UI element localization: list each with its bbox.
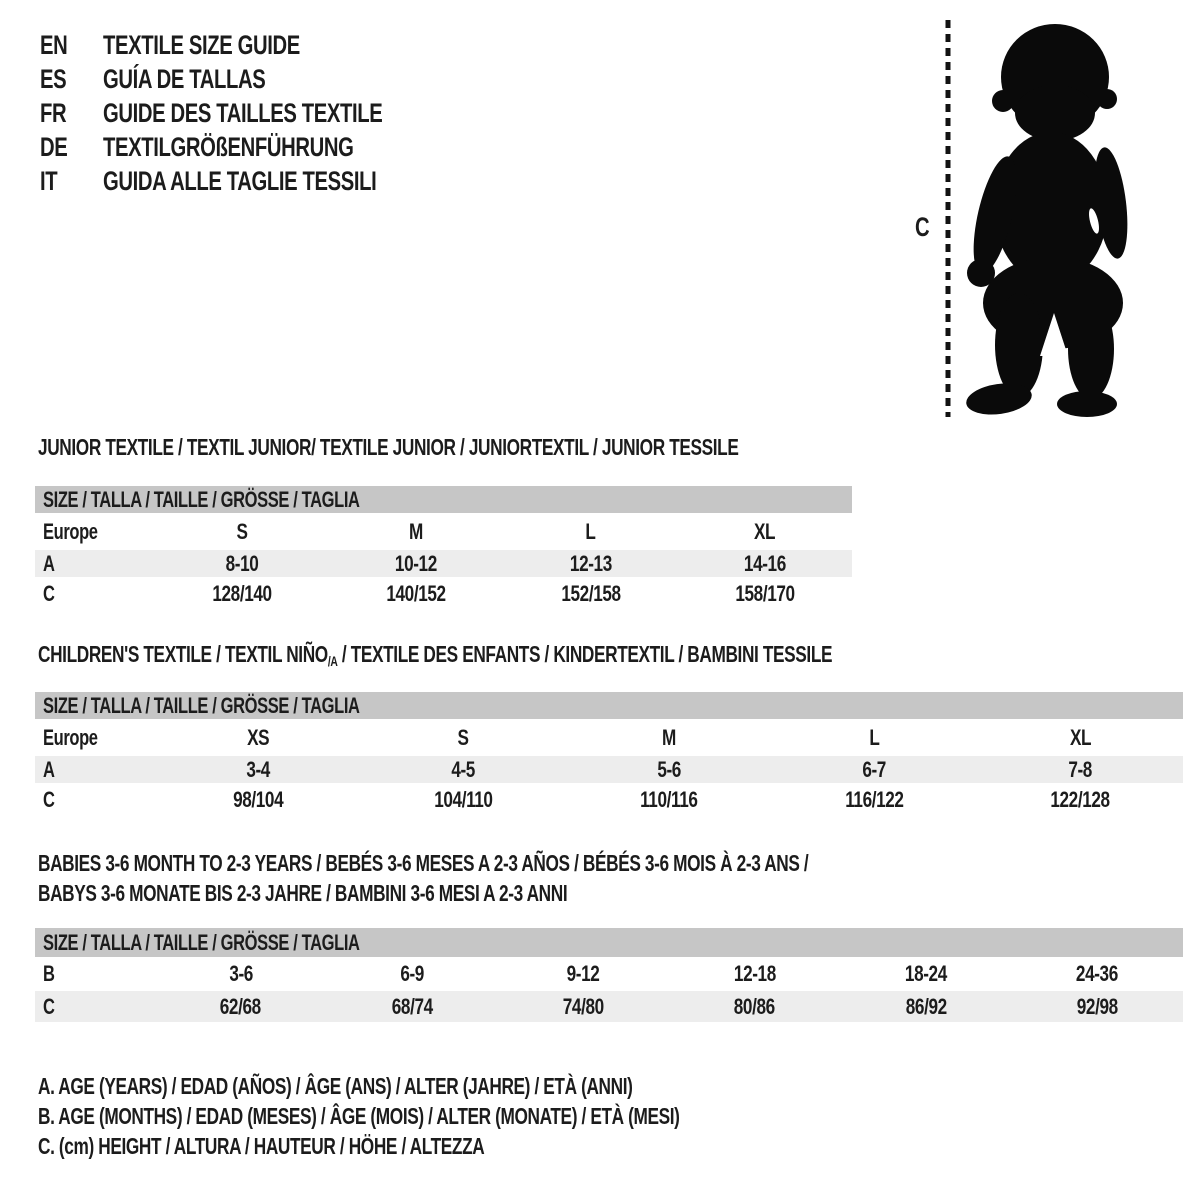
age-cell: 12-18 [733, 961, 776, 986]
junior-size-header-text: SIZE / TALLA / TAILLE / GRÖSSE / TAGLIA [43, 486, 360, 512]
row-label: B [43, 961, 55, 986]
age-cell: 6-7 [862, 756, 887, 782]
height-cell: 92/98 [1076, 993, 1118, 1019]
language-row-en [40, 28, 476, 62]
children-title-part1: CHILDREN'S TEXTILE / TEXTIL NIÑO [38, 641, 328, 667]
height-cell: 62/68 [220, 993, 262, 1019]
row-label: Europe [43, 724, 98, 750]
size-cell: XL [1069, 724, 1091, 750]
height-cell: 140/152 [386, 581, 447, 606]
size-cell: M [409, 518, 424, 544]
table-row [35, 577, 852, 611]
babies-section-title [38, 848, 1065, 908]
guide-title-de: TEXTILGRÖßENFÜHRUNG [103, 131, 354, 162]
children-size-header-text: SIZE / TALLA / TAILLE / GRÖSSE / TAGLIA [43, 692, 360, 718]
language-code: IT [40, 165, 58, 196]
junior-size-header-bar [35, 486, 852, 513]
children-size-header-bar [35, 692, 1183, 719]
children-title-part2: / TEXTILE DES ENFANTS / KINDERTEXTIL / BAMBINI TESSILE [337, 641, 833, 667]
language-row-de [40, 130, 476, 164]
height-cell: 152/158 [560, 581, 621, 606]
size-cell: S [236, 518, 248, 544]
language-code: ES [40, 63, 67, 94]
language-row-fr [40, 96, 476, 130]
height-cell: 74/80 [562, 993, 604, 1019]
babies-size-table [35, 928, 1183, 1022]
table-row [35, 756, 1183, 783]
table-row [35, 550, 852, 577]
table-row [35, 719, 1183, 756]
language-code: FR [40, 97, 67, 128]
height-cell: 86/92 [905, 993, 947, 1019]
row-label: Europe [43, 518, 98, 544]
table-row [35, 513, 852, 550]
size-cell: M [662, 724, 676, 750]
babies-size-header-bar [35, 928, 1183, 957]
height-cell: 110/116 [640, 787, 698, 812]
row-label: C [43, 993, 55, 1019]
row-label: C [43, 787, 55, 812]
age-cell: 8-10 [225, 550, 259, 576]
language-code: DE [40, 131, 68, 162]
size-cell: XL [754, 518, 776, 544]
language-code: EN [40, 29, 68, 60]
babies-title-line1: BABIES 3-6 MONTH TO 2-3 YEARS / BEBÉS 3-6 MESES A 2-3 AÑOS / BÉBÉS 3-6 MOIS À 2-3 ANS / [38, 850, 809, 876]
legend-line-a: A. AGE (YEARS) / EDAD (AÑOS) / ÂGE (ANS) / ALTER (JAHRE) / ETÀ (ANNI) [38, 1073, 633, 1099]
legend [38, 1071, 893, 1161]
guide-title-fr: GUIDE DES TAILLES TEXTILE [103, 97, 383, 128]
guide-title-en: TEXTILE SIZE GUIDE [103, 29, 300, 60]
guide-title-it: GUIDA ALLE TAGLIE TESSILI [103, 165, 377, 196]
age-cell: 24-36 [1076, 961, 1119, 986]
legend-line-b: B. AGE (MONTHS) / EDAD (MESES) / ÂGE (MOIS) / ALTER (MONATE) / ETÀ (MESI) [38, 1103, 680, 1129]
size-cell: S [457, 724, 469, 750]
height-cell: 158/170 [735, 581, 795, 606]
row-label: C [43, 581, 55, 606]
toddler-silhouette [915, 15, 1150, 425]
language-row-es [40, 62, 476, 96]
height-cell: 128/140 [212, 581, 272, 606]
age-cell: 10-12 [395, 550, 438, 576]
table-row [35, 783, 1183, 817]
row-label: A [43, 756, 55, 782]
figure-measure-label-c: C [915, 212, 930, 242]
height-cell: 116/122 [845, 787, 904, 812]
height-cell: 104/110 [434, 787, 493, 812]
children-size-table [35, 692, 1183, 817]
height-cell: 98/104 [232, 787, 283, 812]
age-cell: 9-12 [566, 961, 600, 986]
age-cell: 5-6 [657, 756, 681, 782]
age-cell: 3-4 [245, 756, 270, 782]
age-cell: 18-24 [904, 961, 947, 986]
height-cell: 122/128 [1050, 787, 1110, 812]
table-row [35, 957, 1183, 991]
babies-size-header-text: SIZE / TALLA / TAILLE / GRÖSSE / TAGLIA [43, 929, 360, 955]
guide-title-es: GUÍA DE TALLAS [103, 63, 266, 94]
age-cell: 3-6 [228, 961, 253, 986]
height-cell: 68/74 [391, 993, 433, 1019]
size-cell: XS [246, 724, 269, 750]
age-cell: 7-8 [1068, 756, 1092, 782]
row-label: A [43, 550, 55, 576]
children-section-title [38, 640, 1097, 676]
age-cell: 6-9 [400, 961, 424, 986]
age-cell: 12-13 [569, 550, 612, 576]
language-row-it [40, 164, 476, 198]
toddler-body [964, 24, 1132, 418]
age-cell: 14-16 [743, 550, 786, 576]
table-row [35, 991, 1183, 1022]
size-cell: L [585, 518, 596, 544]
language-title-list [40, 28, 476, 198]
age-cell: 4-5 [451, 756, 476, 782]
junior-section-title: JUNIOR TEXTILE / TEXTIL JUNIOR/ TEXTILE JUNIOR / JUNIORTEXTIL / JUNIOR TESSILE [38, 434, 739, 460]
height-cell: 80/86 [734, 993, 776, 1019]
children-title-subscript: /A [327, 653, 338, 669]
legend-line-c: C. (cm) HEIGHT / ALTURA / HAUTEUR / HÖHE / ALTEZZA [38, 1133, 485, 1159]
junior-size-table [35, 486, 852, 611]
babies-title-line2: BABYS 3-6 MONATE BIS 2-3 JAHRE / BAMBINI 3-6 MESI A 2-3 ANNI [38, 880, 568, 906]
size-cell: L [869, 724, 880, 750]
